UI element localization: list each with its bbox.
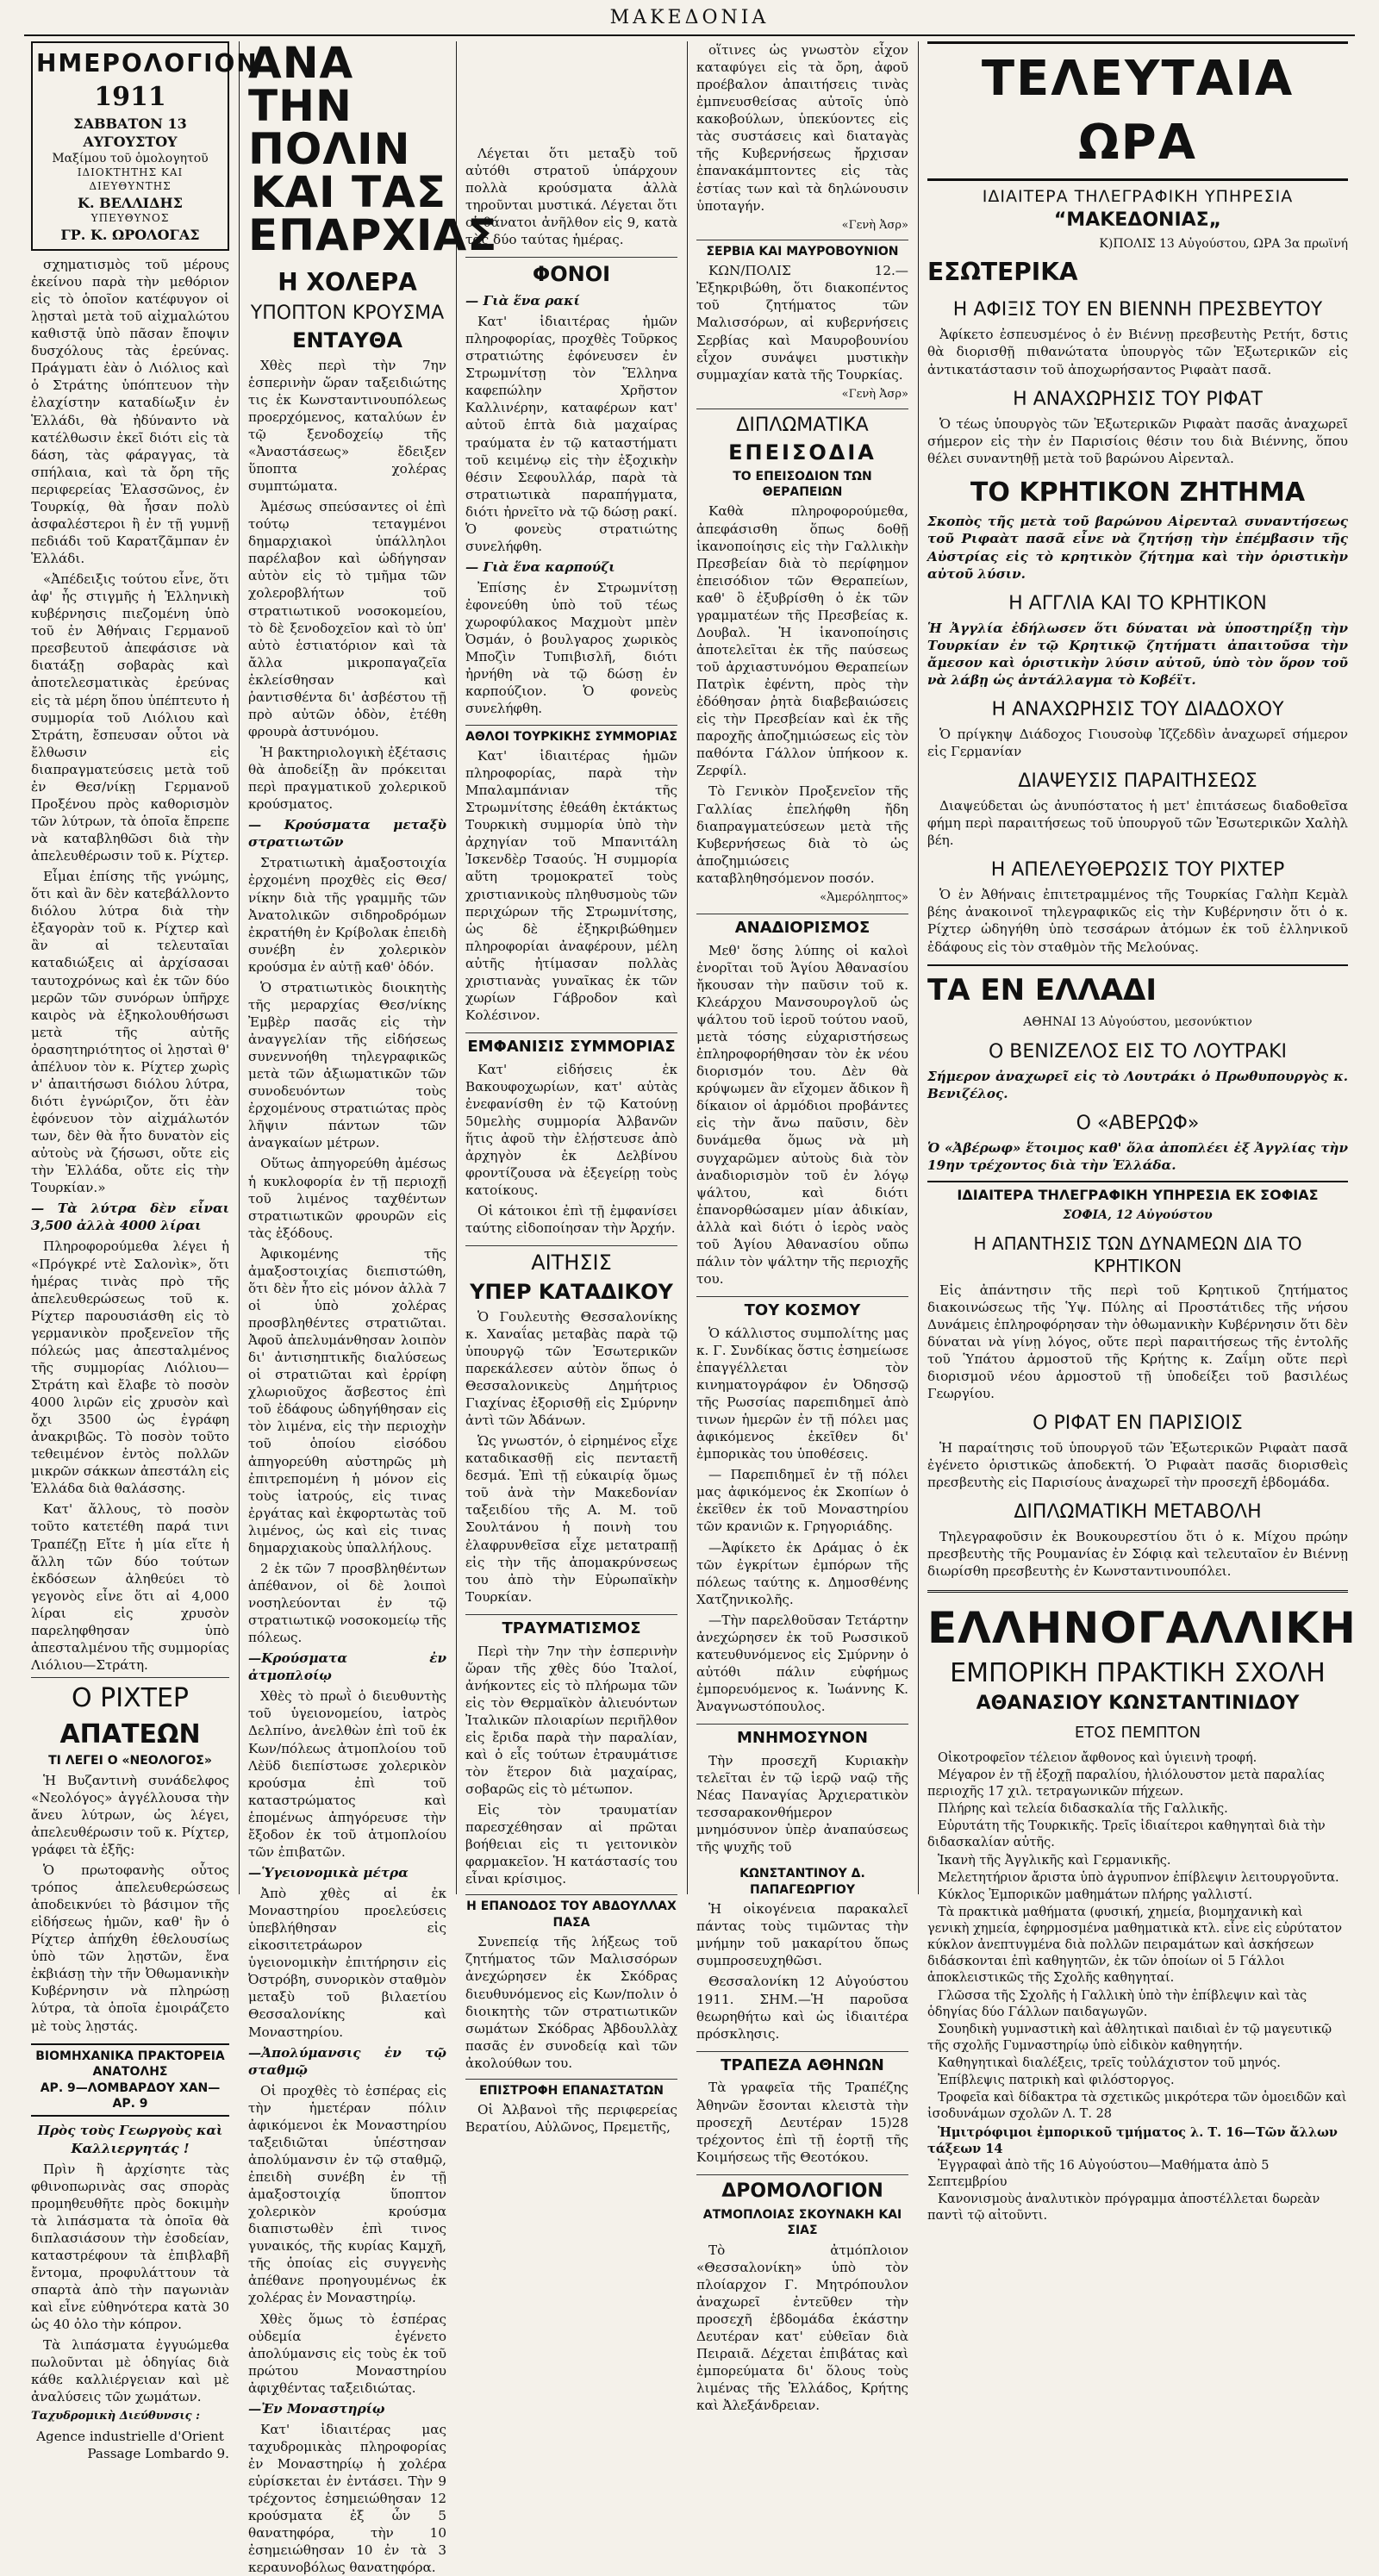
- calendar-title: ΗΜΕΡΟΛΟΓΙΟΝ: [36, 49, 259, 78]
- column-rule: [456, 41, 457, 1894]
- news-paragraph: Ἡ παραίτησις τοῦ ὑπουργοῦ τῶν Ἐξωτερικῶν Ριφαὰτ πασᾶ ἐγένετο ὁριστικῶς ἀποδεκτή. Ὁ Ριφαὰτ πασᾶς διορισθεὶς πρεσβευτὴς εἰς Παρισίους ἀναχωρεῖ τὴν προσεχῆ ἑβδομάδα.: [927, 1440, 1348, 1491]
- article-paragraph: Κατ' ἰδιαιτέρας μας ταχυδρομικὰς πληροφορίας ἐν Μοναστηρίῳ ἡ χολέρα εὑρίσκεται ἐν ἐντάσει. Τὴν 9 τρέχοντος ἐσημειώθησαν 12 κρούσματα ἐξ ὧν 5 θανατηφόρα, τὴν 10 ἐσημειώθησαν 10 ἐν τὰ 3 κεραυνοβόλως θανατηφόρα.: [248, 2421, 446, 2576]
- ad-line: Πλήρης καὶ τελεία διδασκαλία τῆς Γαλλικῆς.: [938, 1802, 1228, 1817]
- article-source: «Γενὴ Ἀσρ»: [841, 218, 908, 232]
- news-headline: Η ΑΝΑΧΩΡΗΣΙΣ ΤΟΥ ΔΙΑΔΟΧΟΥ: [991, 698, 1284, 720]
- column-rule: [687, 41, 688, 1894]
- article-title: ΑΙΤΗΣΙΣ: [465, 1245, 677, 1277]
- article-paragraph: Πληροφορούμεθα λέγει ἡ «Πρόγκρέ ντὲ Σαλονὶκ», ὅτι ἡμέρας τινὰς πρὸ τῆς ἀπελευθερώσεως τοῦ κ. Ρίχτερ παρουσιάσθη εἰς τὸ γερμανικὸν προξενεῖον τῆς πόλεώς μας ἀπεσταλμένος τῆς συμμορίας Λιόλιου—Στράτη καὶ ἔλαβε τὸ ποσὸν 4000 λιρῶν εἰς χρυσὸν καὶ ὄχι 3500 ὡς ἐγράφη ἀνακριβῶς. Τὸ ποσὸν τοῦτο τεθειμένον ἐντὸς πολλῶν μικρῶν σάκκων ἀπεστάλη εἰς Ἑλλάδα διὰ θαλάσσης.: [31, 1238, 229, 1497]
- ad-subtitle: ΕΜΠΟΡΙΚΗ ΠΡΑΚΤΙΚΗ ΣΧΟΛΗ: [950, 1658, 1326, 1689]
- section-title-line: ΚΑΙ ΤΑΣ ΕΠΑΡΧΙΑΣ: [248, 167, 498, 260]
- news-paragraph: Τηλεγραφοῦσιν ἐκ Βουκουρεστίου ὅτι ὁ κ. Μίχου πρώην πρεσβευτὴς τῆς Ρουμανίας ἐν Σόφιᾳ καὶ τελευταῖον ἐν Βιέννῃ διωρίσθη πρεσβευτὴς ἐν Κωνσταντινουπόλει.: [927, 1529, 1348, 1580]
- calendar-date: ΣΑΒΒΑΤΟΝ 13 ΑΥΓΟΥΣΤΟΥ: [73, 115, 187, 150]
- ad-paragraph: Πρὶν ἢ ἀρχίσητε τὰς φθινοπωρινὰς σας σπορὰς προμηθευθῆτε πρὸς δοκιμὴν τὰ λιπάσματα τὰ ὁποῖα θὰ διπλασιάσουν τὴν ἐσοδείαν, καταστρέφουν τὰ ἐπιβλαβῆ ἔντομα, προφυλάττουν τὰ σπαρτὰ ἀπὸ τὴν παγωνιὰν καὶ εἶνε εὐθηνότερα κατὰ 30 ὡς 40 ὀλο τὴν κόπρον.: [31, 2161, 229, 2333]
- news-paragraph: Σκοπὸς τῆς μετὰ τοῦ βαρώνου Αἰρενταλ συναντήσεως τοῦ Ριφαὰτ πασᾶ εἶνε νὰ ζητήσῃ τὴν ἐπέμβασιν τῆς Αὐστρίας εἰς τὸ κρητικὸν ζήτημα καὶ τὴν ὁριστικὴν αὐτοῦ λύσιν.: [927, 514, 1348, 582]
- article-subhead: — Τὰ λύτρα δὲν εἶναι 3,500 ἀλλὰ 4000 λίραι: [31, 1201, 229, 1234]
- article-paragraph: 2 ἐκ τῶν 7 προσβληθέντων ἀπέθανον, οἱ δὲ λοιποὶ νοσηλεύονται ἐν τῷ στρατιωτικῷ νοσοκομείῳ τῆς πόλεως.: [248, 1560, 446, 1646]
- article-subhead: —Ἐν Μοναστηρίῳ: [248, 2400, 385, 2417]
- article-paragraph: Εἰς τὸν τραυματίαν παρεσχέθησαν αἱ πρῶται βοήθειαι εἰς τι γειτονικὸν φαρμακεῖον. Ἡ κατάστασίς του εἶναι κρίσιμος.: [465, 1802, 677, 1887]
- column-rule: [239, 41, 240, 1894]
- article-title: ΥΠΕΡ ΚΑΤΑΔΙΚΟΥ: [470, 1280, 673, 1305]
- article-subhead: —Κρούσματα ἐν ἀτμοπλοίῳ: [248, 1650, 446, 1684]
- column-5: [920, 41, 1357, 2224]
- section-title: [248, 38, 498, 260]
- article-subtitle: ΤΙ ΛΕΓΕΙ Ο «ΝΕΟΛΟΓΟΣ»: [48, 1754, 212, 1768]
- owner-label: ΙΔΙΟΚΤΗΤΗΣ ΚΑΙ ΔΙΕΥΘΥΝΤΗΣ: [77, 166, 184, 193]
- article-subtitle: ΤΟ ΕΠΕΙΣΟΔΙΟΝ ΤΩΝ ΘΕΡΑΠΕΙΩΝ: [733, 469, 872, 500]
- ad-title: ΕΛΛΗΝΟΓΑΛΛΙΚΗ: [927, 1603, 1357, 1654]
- article-subtitle: ΕΝΤΑΥΘΑ: [292, 327, 402, 352]
- article-title: ΑΠΑΤΕΩΝ: [59, 1718, 201, 1750]
- news-headline: Η ΑΦΙΞΙΣ ΤΟΥ ΕΝ ΒΙΕΝΝΗ ΠΡΕΣΒΕΥΤΟΥ: [952, 299, 1323, 321]
- ad-audience: Πρὸς τοὺς Γεωργοὺς καὶ Καλλιεργητάς !: [37, 2123, 223, 2156]
- calendar-year: 1911: [94, 81, 166, 112]
- ad-line: Μελετητήριον ἄριστα ὑπὸ ἀγρυπνον ἐπίβλεψιν λειτουργοῦντα.: [938, 1870, 1339, 1885]
- news-headline: ΔΙΠΛΩΜΑΤΙΚΗ ΜΕΤΑΒΟΛΗ: [1014, 1501, 1262, 1524]
- top-rule: [24, 34, 1355, 36]
- article-paragraph: «Ἀπέδειξις τούτου εἶνε, ὅτι ἀφ' ἧς στιγμῆς ἡ Ἑλληνικὴ κυβέρνησις πιεζομένη ὑπὸ τοῦ ἐν Ἀθήναις Γερμανοῦ πρεσβευτοῦ ἀπεφάσισε νὰ διατάξῃ σοβαρὰς καὶ ἀποτελεσματικὰς ἐρεύνας εἰς τὰ μέρη ὅπου ὑπέπτευτο ἡ συμμορία τοῦ Λιόλιου καὶ Στράτη, ἔσπευσαν οὗτοι νὰ ἔλθωσιν εἰς διαπραγματεύσεις μετὰ τοῦ ἐν Θεσ/νίκῃ Γερμανοῦ Προξένου πρὸς καθορισμὸν τῶν λύτρων, τὰ ὁποῖα ἔπρεπε νὰ καταβληθῶσι διὰ τὴν ἀπελευθέρωσιν τοῦ κ. Ρίχτερ.: [31, 571, 229, 864]
- news-paragraph: Ὁ ἐν Ἀθήναις ἐπιτετραμμένος τῆς Τουρκίας Γαλὴπ Κεμὰλ βέης ἀνακοινοῖ τηλεγραφικῶς εἰς τὴν Κυβέρνησιν ὅτι ὁ κ. Ρίχτερ ὡδηγήθη ὑπὸ τεσσάρων ἀτόμων ἐκ τοῦ ἑλληνικοῦ ἐδάφους εἰς τὸν σταθμὸν τῆς Μελούνας.: [927, 887, 1348, 955]
- article-paragraph: — Παρεπιδημεῖ ἐν τῇ πόλει μας ἀφικόμενος ἐκ Σκοπίων ὁ ἐκεῖθεν ἐκ τοῦ Μοναστηρίου τῶν κρανιῶν κ. Γρηγοριάδης.: [696, 1467, 908, 1535]
- article-paragraph: Ἡ οἰκογένεια παρακαλεῖ πάντας τοὺς τιμῶντας τὴν μνήμην τοῦ μακαρίτου ὅπως συμπροσευχηθῶσι.: [696, 1901, 908, 1969]
- article-paragraph: Χθὲς περὶ τὴν 7ην ἑσπερινὴν ὥραν ταξειδιώτης τις ἐκ Κωνσταντινουπόλεως προερχόμενος, καταλύων ἐν τῷ ξενοδοχείῳ τῆς «Ἀναστάσεως» ἔδειξεν ὕποπτα χολέρας συμπτώματα.: [248, 357, 446, 495]
- article-paragraph: Ὁ Γουλευτὴς Θεσσαλονίκης κ. Χαναΐας μεταβὰς παρὰ τῷ ὑπουργῷ τῶν Ἐσωτερικῶν παρεκάλεσεν αὐτὸν ὅπως ὁ Θεσσαλονικεὺς Δημήτριος Γιαχίνας ἐξορισθῇ εἰς Σμύρνην ἀντὶ τῶν Ἀδάνων.: [465, 1308, 677, 1429]
- ad-year: ΕΤΟΣ ΠΕΜΠΤΟΝ: [1074, 1724, 1201, 1743]
- article-paragraph: Χθὲς τὸ πρωῒ ὁ διευθυντὴς τοῦ ὑγειονομείου, ἰατρὸς Δελπίνο, ἀνελθὼν ἐπὶ τοῦ ἐκ Κων/πόλεως ἀτμοπλοίου τοῦ Λὲϋδ διεπίστωσε χολερικὸν κρούσμα ἐπὶ τοῦ καταστρώματος καὶ ἑπομένως ἀπηγόρευσε τὴν ἔξοδον ἐκ τοῦ ἀτμοπλοίου τῶν ἐπιβατῶν.: [248, 1688, 446, 1860]
- calendar-box: [31, 41, 259, 251]
- news-headline: ΔΙΑΨΕΥΣΙΣ ΠΑΡΑΙΤΗΣΕΩΣ: [1018, 770, 1257, 793]
- ad-header: [31, 2043, 229, 2118]
- section-heading: ΕΣΩΤΕΡΙΚΑ: [927, 258, 1078, 287]
- article-paragraph: Εἶμαι ἐπίσης τῆς γνώμης, ὅτι καὶ ἂν δὲν κατεβάλλοντο διόλου λύτρα διὰ τὴν ἐξαγορὰν τοῦ κ. Ρίχτερ καὶ ἂν αἱ τελευταῖαι καταδιώξεις αἱ ἀρχίσασαι ταυτοχρόνως καὶ ἐκ τῶν δύο μερῶν τῶν συνόρων ὑπῆρχε καιρὸς νὰ ἐξηκολουθήσωσι μετὰ τῆς αὐτῆς ὀρασητηριότητος οἱ λῃσταὶ θ' ἀπέλυον τὸν κ. Ρίχτερ χωρὶς ν' ἀπαιτήσωσι διόλου λύτρα, διότι ἐγνώριζον, ὅτι ἐὰν ἐφόνευον τὸν αἰχμάλωτόν των, δὲν θὰ ἦτο δυνατὸν εἰς αὐτοὺς νὰ ζήσωσι, οὔτε εἰς τὴν Ἑλλάδα, οὔτε εἰς τὴν Τουρκίαν.»: [31, 869, 229, 1196]
- article-paragraph: Κατ' εἰδήσεις ἐκ Βακουφοχωρίων, κατ' αὐτὰς ἐνεφανίσθη ἐν τῷ Κατούνῃ 50μελὴς συμμορία Ἀλβανῶν ἥτις ἀφοῦ τὴν ἐλῄστευσε ἀπὸ ἀρχηγὸν ἐκ Δελβίνου φροντίζουσα νὰ ἐξεγείρῃ τοὺς κατοίκους.: [465, 1061, 677, 1199]
- article-title: ΤΡΑΥΜΑΤΙΣΜΟΣ: [465, 1614, 677, 1639]
- ad-line: Γλῶσσα τῆς Σχολῆς ἡ Γαλλικὴ ὑπὸ τὴν ἐπίβλεψιν καὶ τὰς ὁδηγίας δύο Γάλλων παιδαγωγῶν.: [927, 1988, 1307, 2019]
- news-headline: Η ΑΓΓΛΙΑ ΚΑΙ ΤΟ ΚΡΗΤΙΚΟΝ: [1008, 592, 1267, 614]
- news-headline: Ο ΡΙΦΑΤ ΕΝ ΠΑΡΙΣΙΟΙΣ: [1033, 1413, 1243, 1435]
- article-subhead: — Κρούσματα μεταξὺ στρατιωτῶν: [248, 817, 446, 851]
- owner-name: Κ. ΒΕΛΛΙΔΗΣ: [78, 194, 183, 211]
- ad-footer: Κανονισμοὺς ἀναλυτικὸν πρόγραμμα ἀποστέλλεται δωρεὰν παντὶ τῷ αἰτοῦντι.: [927, 2192, 1320, 2224]
- ad-footer: Ἡμιτρόφιμοι ἐμπορικοῦ τμήματος λ. Τ. 16—Τῶν ἄλλων τάξεων 14: [927, 2124, 1338, 2156]
- news-headline: Ο «ΑΒΕΡΩΦ»: [1076, 1113, 1200, 1135]
- article-paragraph: Ἡ βακτηριολογικὴ ἐξέτασις θὰ ἀποδείξῃ ἂν πρόκειται περὶ πραγματικοῦ χολερικοῦ κρούσματος.: [248, 745, 446, 813]
- article-paragraph: Λέγεται ὅτι μεταξὺ τοῦ αὐτόθι στρατοῦ ὑπάρχουν πολλὰ κρούσματα ἀλλὰ τηροῦνται μυστικά. Λέγεται ὅτι οἱ θάνατοι ἀνῆλθον εἰς 9, κατὰ τὰς δύο ταύτας ἡμέρας.: [465, 146, 677, 248]
- late-news-subtitle: ΙΔΙΑΙΤΕΡΑ ΤΗΛΕΓΡΑΦΙΚΗ ΥΠΗΡΕΣΙΑ: [982, 186, 1294, 206]
- article-title: ΑΝΑΔΙΟΡΙΣΜΟΣ: [696, 914, 908, 939]
- news-paragraph: Ὁ τέως ὑπουργὸς τῶν Ἐξωτερικῶν Ριφαὰτ πασᾶς ἀναχωρεῖ σήμερον εἰς τὴν ἐν Παρισίοις θέσιν του διὰ Βιέννης, ὅπου θέλει συναντηθῇ μετὰ τοῦ βαρώνου Αἰρενταλ.: [927, 415, 1348, 466]
- article-subhead: —Ἀπολύμανσις ἐν τῷ σταθμῷ: [248, 2044, 446, 2078]
- late-news-subtitle: “ΜΑΚΕΔΟΝΙΑΣ„: [1053, 209, 1222, 231]
- ad-subtitle: ΑΡ. 9—ΛΟΜΒΑΡΔΟΥ ΧΑΝ—ΑΡ. 9: [40, 2080, 221, 2111]
- section-heading: ΙΔΙΑΙΤΕΡΑ ΤΗΛΕΓΡΑΦΙΚΗ ΥΠΗΡΕΣΙΑ ΕΚ ΣΟΦΙΑΣ: [927, 1181, 1348, 1204]
- article-title: ΕΠΙΣΤΡΟΦΗ ΕΠΑΝΑΣΤΑΤΩΝ: [465, 2079, 677, 2099]
- column-4: [690, 41, 915, 2414]
- news-headline: ΤΟ ΚΡΗΤΙΚΟΝ ΖΗΤΗΜΑ: [970, 477, 1306, 508]
- article-subhead: — Γιὰ ἕνα καρπούζι: [465, 558, 615, 575]
- editor-name: ΓΡ. Κ. ΩΡΟΛΟΓΑΣ: [60, 226, 200, 243]
- article-paragraph: Ὁ πρωτοφανὴς οὗτος τρόπος ἀπελευθερώσεως ἀποδεικνύει τὸ βάσιμον τῆς εἰδήσεως ἡμῶν, καθ' ἣν ὁ Ρίχτερ ἀπήχθη ἐθελουσίως ὑπὸ τῶν λῃστῶν, ἕνα ἐκβιάσῃ τὴν τῆν Ὀθωμανικὴν Κυβέρνησιν νὰ πληρώσῃ λύτρα, τὰ ὁποῖα ἐμοιράζετο μὲ τοὺς λῃστάς.: [31, 1862, 229, 2034]
- ad-footer: Ἐγγραφαὶ ἀπὸ τῆς 16 Αὐγούστου—Μαθήματα ἀπὸ 5 Σεπτεμβρίου: [927, 2158, 1270, 2189]
- article-title: ΕΠΕΙΣΟΔΙΑ: [728, 440, 877, 465]
- news-paragraph: Διαψεύδεται ὡς ἀνυπόστατος ἡ μετ' ἐπιτάσεως διαδοθεῖσα φήμη περὶ παραιτήσεως τοῦ ὑπουργοῦ τῶν Ἐσωτερικῶν Χαλὴλ βέη.: [927, 798, 1348, 849]
- ad-line: Οἰκοτροφεῖον τέλειον ἄφθονος καὶ ὑγιεινὴ τροφή.: [938, 1750, 1257, 1765]
- article-title: ΜΝΗΜΟΣΥΝΟΝ: [696, 1724, 908, 1749]
- ad-line: Καθηγητικαὶ διαλέξεις, τρεῖς τοὐλάχιστον τοῦ μηνός.: [938, 2056, 1281, 2071]
- article-paragraph: Οἱ κάτοικοι ἐπὶ τῇ ἐμφανίσει ταύτης εἰδοποίησαν τὴν Ἀρχήν.: [465, 1203, 677, 1237]
- column-2: [241, 38, 498, 2576]
- article-paragraph: Οἱ προχθὲς τὸ ἑσπέρας εἰς τὴν ἡμετέραν πόλιν ἀφικόμενοι ἐκ Μοναστηρίου ταξειδιῶται ὑπέστησαν ἀπολύμανσιν ἐν τῷ σταθμῷ, ἐπειδὴ συνέβη ἐν τῇ ἀμαξοστοιχίᾳ ὕποπτον χολερικὸν κρούσμα διαπιστωθὲν ἐπὶ τινος γυναικός, τῆς κυρίας Καμχῆ, τῆς ὁποίας εἰς συγγενὴς ἀπέθανε προηγουμένως ἐκ χολέρας ἐν Μοναστηρίῳ.: [248, 2082, 446, 2306]
- section-heading: ΤΑ ΕΝ ΕΛΛΑΔΙ: [927, 964, 1348, 1010]
- article-paragraph: Οἱ Ἀλβανοὶ τῆς περιφερείας Βερατίου, Αὐλῶνος, Πρεμετῆς,: [465, 2102, 677, 2136]
- ad-title: ΒΙΟΜΗΧΑΝΙΚΑ ΠΡΑΚΤΟΡΕΙΑ ΑΝΑΤΟΛΗΣ: [35, 2049, 225, 2080]
- article-title: Η ΕΠΑΝΟΔΟΣ ΤΟΥ ΑΒΔΟΥΛΛΑΧ ΠΑΣΑ: [465, 1894, 677, 1930]
- article-paragraph: Τὴν προσεχῆ Κυριακὴν τελεῖται ἐν τῷ ἱερῷ ναῷ τῆς Νέας Παναγίας Ἀρχιερατικὸν τεσσαρακονθήμερον μνημόσυνον ὑπὲρ ἀναπαύσεως τῆς ψυχῆς τοῦ: [696, 1752, 908, 1856]
- article-title: ΤΡΑΠΕΖΑ ΑΘΗΝΩΝ: [696, 2051, 908, 2076]
- news-paragraph: Εἰς ἀπάντησιν τῆς περὶ τοῦ Κρητικοῦ ζητήματος διακοινώσεως τῆς Ὑψ. Πύλης αἱ Προστάτιδες τῆς νήσου Δυνάμεις ἐπληροφόρησαν τὴν ὀθωμανικὴν Κυβέρνησιν ὅτι δὲν δύναται νὰ γίνῃ λόγος, οὔτε περὶ παραιτήσεως τῆς ἐντολῆς τοῦ Ὑπάτου ἁρμοστοῦ τῆς Κρήτης κ. Ζαΐμη οὔτε περὶ διορισμοῦ νέου ἁρμοστοῦ τῇ ὑποδείξει τοῦ βασιλέως Γεωργίου.: [927, 1282, 1348, 1401]
- article-title: Η ΧΟΛΕΡΑ: [278, 268, 417, 296]
- ad-address-line: Passage Lombardo 9.: [87, 2445, 229, 2461]
- article-paragraph: Ἡ Βυζαντινὴ συνάδελφος «Νεολόγος» ἀγγέλλουσα τὴν ἄνευ λύτρων, ὡς λέγει, ἀπελευθέρωσιν τοῦ κ. Ρίχτερ, γράφει τὰ ἑξῆς:: [31, 1772, 229, 1857]
- article-subhead: — Γιὰ ἕνα ρακί: [465, 293, 580, 309]
- news-headline: Η ΑΠΑΝΤΗΣΙΣ ΤΩΝ ΔΥΝΑΜΕΩΝ ΔΙΑ ΤΟ ΚΡΗΤΙΚΟΝ: [973, 1232, 1302, 1277]
- article-source: «Γενὴ Ἀσρ»: [841, 387, 908, 401]
- article-paragraph: —Τὴν παρελθοῦσαν Τετάρτην ἀνεχώρησεν ἐκ τοῦ Ρωσσικοῦ κατευθυνόμενος εἰς Σμύρνην ὁ αὐτόθι πάλιν εὐφήμως ἐμπορευόμενος κ. Ἰωάννης Κ. Ἀναγνωστόπουλος.: [696, 1612, 908, 1715]
- ad-line: Τὰ πρακτικὰ μαθήματα (φυσική, χημεία, βιομηχανικὴ καὶ γενικὴ χημεία, ἐφηρμοσμένα μαθηματικὰ κτλ. εἶνε εἰς εὐρύτατον κύκλον ἀνεπτυγμένα διὰ πολλῶν πειραμάτων καὶ ἀσκήσεων διδάσκονται ἐπὶ καθηγητῶν, ἐκ τῶν ὁποίων οἱ 5 Γάλλοι ἀποκλειστικῶς τῆς Σχολῆς καθηγηταί.: [927, 1905, 1343, 1986]
- article-title: ΣΕΡΒΙΑ ΚΑΙ ΜΑΥΡΟΒΟΥΝΙΟΝ: [696, 240, 908, 259]
- article-subhead: —Ὑγειονομικὰ μέτρα: [248, 1864, 409, 1881]
- article-source: «Ἀμερόληπτος»: [820, 890, 908, 904]
- article-paragraph: σχηματισμὸς τοῦ μέρους ἐκείνου παρὰ τὴν μεθόριον εἰς τὸ ὁποῖον κατέφυγον οἱ λῃσταὶ μετὰ τοῦ αἰχμαλώτου καθιστᾷ ὑπὸ πᾶσαν ἔποψιν δυσχόλους τὰς ἐρεύνας. Πράγματι ἐὰν ὁ Λιόλιος καὶ ὁ Στράτης ὑπόπτευον τὴν ἐλαχίστην καταδίωξιν ἐν Ἑλλάδι, θὰ ἠδύναντο νὰ κατέλθωσιν ἐκεῖ διότι εἰς τὰ δάση, τὰς φάραγγας, τὰ σπήλαια, καὶ τὰ ὄρη τῆς περιφερείας Ἐλασσῶνος, ἐν Τουρκίᾳ, θὰ ἦσαν πολὺ ἀσφαλέστεροι ἢ ἐν τῇ γυμνῇ πεδιάδι τοῦ Καρατζᾶμπαν ἐν Ἑλλάδι.: [31, 256, 229, 566]
- article-paragraph: Ἐπίσης ἐν Στρωμνίτσῃ ἐφονεύθη ὑπὸ τοῦ τέως χωροφύλακος Μαχμοὺτ μπὲν Ὀσμάν, ὁ βουλγαρος χωρικὸς Μποζὶν Τυπιβισλῆ, διότι ἠρνήθη νὰ τῷ δώσῃ ἐν καρπούζιον. Ὁ φονεὺς συνελήφθη.: [465, 580, 677, 717]
- article-paragraph: Ὁ στρατιωτικὸς διοικητὴς τῆς μεραρχίας Θεσ/νίκης Ἐμβὲρ πασᾶς εἰς τὴν ἀναγγελίαν τῆς εἰδήσεως συνεννοήθη τηλεγραφικῶς μετὰ τῶν ἀξιωματικῶν τῶν συνοδευόντων τοὺς ἐρχομένους στρατιώτας πρὸς λῆψιν πάντων τῶν ἀναγκαίων μέτρων.: [248, 979, 446, 1151]
- article-title: ΑΘΛΟΙ ΤΟΥΡΚΙΚΗΣ ΣΥΜΜΟΡΙΑΣ: [465, 725, 677, 745]
- article-paragraph: Κατ' ἰδιαιτέρας ἡμῶν πληροφορίας, προχθὲς Τοῦρκος στρατιώτης ἐφόνευσεν ἐν Στρωμνίτσῃ τὸν Ἕλληνα καφεπώλην Χρῆστον Καλλινέρην, καταφέρων κατ' αὐτοῦ ἑπτὰ διὰ μαχαίρας τραύματα ἐν τῷ καταστήματι τοῦ κειμένῳ εἰς τὴν ἐξοχικὴν θέσιν Σεφουλλάρ, παρὰ τὰ στρατιωτικὰ παραπήγματα, διότι ἠρνεῖτο νὰ τῷ δώσῃ ρακί. Ὁ φονεὺς στρατιώτης συνελήφθη.: [465, 314, 677, 554]
- news-paragraph: Ὁ πρίγκηψ Διάδοχος Γιουσοὺφ Ἰζζεδδὶν ἀναχωρεῖ σήμερον εἰς Γερμανίαν: [927, 726, 1348, 759]
- memorial-name: ΚΩΝΣΤΑΝΤΙΝΟΥ Δ. ΠΑΠΑΓΕΩΡΓΙΟΥ: [739, 1867, 865, 1897]
- article-paragraph: Καθὰ πληροφορούμεθα, ἀπεφάσισθη ὅπως δοθῇ ἱκανοποίησις εἰς τὴν Γαλλικὴν Πρεσβείαν διὰ τὸ περίφημον ἐπεισόδιον τῶν Θεραπείων, καθ' ὃ ἐξυβρίσθη ὁ ἐκ τῶν γραμματέων τῆς Πρεσβείας κ. Δουβαλ. Ἡ ἱκανοποίησις ἀποτελεῖται ἐκ τῆς παύσεως τοῦ ἀρχιαστυνόμου Θεραπείων Πατρὶκ ἐφέντη, πρὸς τὴν ἐδόθησαν ῥητὰ διαβεβαιώσεις εἰς τὴν Πρεσβείαν καὶ ἐκ τῆς παροχῆς ἀποζημιώσεως εἰς τὸν παθόντα Γάλλον ὑπήκοον κ. Ζερφίλ.: [696, 503, 908, 779]
- ad-line: Ἐπίβλεψις πατρικὴ καὶ φιλόστοργος.: [938, 2074, 1175, 2088]
- dateline: Κ)ΠΟΛΙΣ 13 Αὐγούστου, ΩΡΑ 3α πρωϊνή: [1099, 236, 1348, 251]
- column-rule: [918, 41, 919, 1894]
- article-paragraph: Κατ' ἰδιαιτέρας ἡμῶν πληροφορίας, παρὰ τὴν Μπαλαμπάνιαν τῆς Στρωμνίτσης ἐθεάθη ἐκτάκτως Τουρκικὴ συμμορία ὑπὸ τὴν ἀρχηγίαν τοῦ Μπανιτάλη Ἰσκενδὲρ Τσαούς. Ἡ συμμορία αὕτη τρομοκρατεῖ τοὺς χριστιανικοὺς πληθυσμοὺς τῶν περιχώρων τῆς Στρωμνίτσης, ὡς δὲ ἐξηκριβώθημεν πληροφορίαι ἀναφέρουν, μέλη αὐτῆς ἠτίμασαν πολλὰς χριστιανὰς γυναῖκας ἐκ τῶν χωρίων Γάβροδον καὶ Κολέσινον.: [465, 748, 677, 1023]
- article-title: Ο ΡΙΧΤΕΡ: [31, 1677, 229, 1716]
- article-paragraph: Συνεπείᾳ τῆς λήξεως τοῦ ζητήματος τῶν Μαλισσόρων ἀνεχώρησεν ἐκ Σκόδρας διευθυνόμενος εἰς Κων/πολιν ὁ διοικητὴς τῶν στρατιωτικῶν σωμάτων Σκόδρας Ἀβδουλλὰχ πασᾶς ἐν συνοδείᾳ καὶ τῶν ἀκολούθων του.: [465, 1934, 677, 2071]
- calendar-saint: Μαξίμου τοῦ ὁμολογητοῦ: [52, 151, 209, 165]
- late-news-title: ΤΕΛΕΥΤΑΙΑ ΩΡΑ: [927, 41, 1348, 181]
- article-title: ΤΟΥ ΚΟΣΜΟΥ: [696, 1296, 908, 1321]
- article-title: ΔΡΟΜΟΛΟΓΙΟΝ: [696, 2174, 908, 2204]
- article-paragraph: Κατ' ἄλλους, τὸ ποσὸν τοῦτο κατετέθη παρά τινι Τραπέζῃ Εἴτε ἡ μία εἴτε ἡ ἄλλη τῶν δύο τούτων ἐκδόσεων ἀληθεύει τὸ γεγονὸς εἶνε ὅτι αἱ 4,000 λίραι εἰς χρυσὸν παρεληφθησαν ὑπὸ ἀπεσταλμένου τῆς συμμορίας Λιόλιου—Στράτη.: [31, 1501, 229, 1673]
- news-headline: Ο ΒΕΝΙΖΕΛΟΣ ΕΙΣ ΤΟ ΛΟΥΤΡΑΚΙ: [989, 1040, 1287, 1063]
- ad-line: Σουηδικὴ γυμναστικὴ καὶ ἀθλητικαὶ παιδιαὶ ἐν τῷ μαγευτικῷ τῆς σχολῆς Γυμναστηρίῳ ὑπὸ εἰδικὸν καθηγητήν.: [927, 2022, 1332, 2053]
- masthead: ΜΑΚΕΔΟΝΙΑ: [609, 7, 770, 28]
- column-3: [459, 41, 684, 2136]
- news-paragraph: Ὁ «Ἀβέρωφ» ἕτοιμος καθ' ὅλα ἀποπλέει ἐξ Ἀγγλίας τὴν 19ην τρέχοντος διὰ τὴν Ἑλλάδα.: [927, 1140, 1348, 1174]
- article-paragraph: ΚΩΝ/ΠΟΛΙΣ 12.—Ἐξηκριβώθη, ὅτι διακοπέντος τοῦ ζητήματος τῶν Μαλισσόρων, αἱ κυβερνήσεις Σερβίας καὶ Μαυροβουνίου εἶχον συνάψει μυστικὴν συμμαχίαν κατὰ τῆς Τουρκίας.: [696, 263, 908, 383]
- article-paragraph: οἵτινες ὡς γνωστὸν εἶχον καταφύγει εἰς τὰ ὄρη, ἀφοῦ προέβαλον ἀπαιτήσεις τινὰς ἐμπνευσθείσας αὐτοῖς ὑπὸ κακοβούλων, ὑπεκύοντες εἰς τὰς συστάσεις καὶ διαταγὰς τῆς Κυβερνήσεως ἤρχισαν ἐπανακάμπτοντες εἰς τὰς ἑστίας των καὶ τὰ δηλώνουσιν ὑποταγήν.: [696, 42, 908, 214]
- article-paragraph: Περὶ τὴν 7ην τὴν ἑσπερινὴν ὥραν τῆς χθὲς δύο Ἰταλοί, ἀνήκοντες εἰς τὸ πλήρωμα τῶν εἰς τὸν Θερμαϊκὸν ἀλιευόντων Ἰταλικῶν πλοιαρίων περιῆλθον εἰς ἔριδα παρὰ τὴν παραλίαν, καὶ ὁ εἷς τούτων ἐτραυμάτισε τὸν ἕτερον διὰ μαχαίρας, σοβαρῶς εἰς τὸ μέτωπον.: [465, 1643, 677, 1798]
- ad-address-line: Agence industrielle d'Orient: [36, 2428, 224, 2444]
- article-paragraph: Μεθ' ὅσης λύπης οἱ καλοὶ ἐνορῖται τοῦ Ἁγίου Ἀθανασίου ἤκουσαν τὴν παῦσιν τοῦ κ. Κλεάρχου Μανσουρογλοῦ ὡς ψάλτου τοῦ ἱεροῦ τούτου ναοῦ, μετὰ τόσης εὐχαριστήσεως ἐπληροφορήθησαν τὸν ἐκ νέου διορισμόν του. Δὲν θὰ κρύψωμεν ἂν εἴχομεν ἄδικον ἢ δίκαιον οἱ ἁρμόδιοι προβάντες εἰς τὴν ἄνω παῦσιν, δὲν δυνάμεθα ὅμως νὰ μὴ συγχαρῶμεν αὐτοὺς διὰ τὸν ἀναδιορισμὸν τοῦ ἐν λόγῳ ψάλτου, καὶ διότι ἐπανορθώσαμεν μίαν ἀδικίαν, ἀλλὰ καὶ διότι ὁ ἱερὸς ναὸς τοῦ Ἁγίου Ἀθανασίου οὔπω πάλιν τὸν ψάλτην τῆς περιοχῆς του.: [696, 942, 908, 1287]
- ad-line: Κύκλος Ἐμπορικῶν μαθημάτων πλήρης γαλλιστί.: [938, 1887, 1253, 1902]
- article-title: ΕΜΦΑΝΙΣΙΣ ΣΥΜΜΟΡΙΑΣ: [465, 1032, 677, 1057]
- ad-line: Τροφεῖα καὶ δίδακτρα τὰ σχετικῶς μικρότερα τῶν ὁμοειδῶν καὶ ἰσοδυνάμων σχολῶν Λ. Τ. 28: [927, 2091, 1347, 2122]
- article-paragraph: Ἀφικομένης τῆς ἀμαξοστοιχίας διεπιστώθη, ὅτι δὲν ἦτο εἰς μόνον ἀλλὰ 7 οἱ ὑπὸ χολέρας προσβληθέντες στρατιῶται. Ἀφοῦ ἀπελυμάνθησαν λοιπὸν δι' ἀντισηπτικῆς διαλύσεως οἱ στρατιῶται καὶ ἐρρίφη χλωριοῦχος ἄσβεστος ἐπὶ τοῦ ἐδάφους ὡδηγήθησαν εἰς τὸν λιμένα, εἰς τὴν περιοχὴν τοῦ ὁποίου εἰσόδου ἀπηγορεύθη αὐστηρῶς μὴ ἐπιτρεπομένη ἡ μόνον εἰς τοὺς ἰατρούς, εἰς τινας ἐργάτας καὶ ἐκφορτωτὰς τοῦ λιμένος, ὡς καὶ εἰς τινας δημαρχιακοὺς ὑπαλλήλους.: [248, 1245, 446, 1556]
- article-paragraph: Τὰ γραφεῖα τῆς Τραπέζης Ἀθηνῶν ἔσονται κλειστὰ τὴν προσεχῆ Δευτέραν 15)28 τρέχοντος ἐπὶ τῇ ἑορτῇ τῆς Κοιμήσεως τῆς Θεοτόκου.: [696, 2080, 908, 2165]
- article-paragraph: Θεσσαλονίκη 12 Αὐγούστου 1911. ΣΗΜ.—Ἡ παροῦσα θεωρηθήτω καὶ ὡς ἰδιαιτέρα πρόσκλησις.: [696, 1974, 908, 2042]
- news-paragraph: Ἡ Ἀγγλία ἐδήλωσεν ὅτι δύναται νὰ ὑποστηρίξῃ τὴν Τουρκίαν ἐν τῷ Κρητικῷ ζητήματι ἀπαιτοῦσα τὴν ἄμεσον καὶ ὁριστικὴν λύσιν αὐτοῦ, ὑπὸ τὸν ὅρον τοῦ νὰ λάβῃ ὡς ἀντάλλαγμα τὸ Κοβέϊτ.: [927, 620, 1348, 688]
- ad-line: Εὐρυτάτη τῆς Τουρκικῆς. Τρεῖς ἰδιαίτεροι καθηγηταὶ διὰ τὴν διδασκαλίαν αὐτῆς.: [927, 1819, 1326, 1850]
- article-title: ΔΙΠΛΩΜΑΤΙΚΑ: [696, 409, 908, 438]
- article-paragraph: Τὸ ἀτμόπλοιον «Θεσσαλονίκη» ὑπὸ τὸν πλοίαρχον Γ. Μητρόπουλον ἀναχωρεῖ ἐντεῦθεν τὴν προσεχῆ ἑβδομάδα ἑκάστην Δευτέραν κατ' εὐθεῖαν διὰ Πειραιᾶ. Δέχεται ἐπιβάτας καὶ ἐμπορεύματα δι' ὅλους τοὺς λιμένας τῆς Ἑλλάδος, Κρήτης καὶ Ἀλεξάνδρειαν.: [696, 2242, 908, 2414]
- article-paragraph: Στρατιωτικὴ ἀμαξοστοιχία ἐρχομένη προχθὲς εἰς Θεσ/νίκην διὰ τῆς γραμμῆς τῶν Ἀνατολικῶν σιδηροδρόμων ἐκρατήθη ἐν Κρίβολακ ἐπειδὴ συνέβη ἐν χολερικὸν κρούσμα ἐν αὐτῇ καθ' ὁδόν.: [248, 855, 446, 975]
- article-paragraph: —Ἀφίκετο ἐκ Δράμας ὁ ἐκ τῶν ἐγκρίτων ἐμπόρων τῆς πόλεως ταύτης κ. Δημοσθένης Χατζηνικολῆς.: [696, 1539, 908, 1607]
- news-headline: Η ΑΝΑΧΩΡΗΣΙΣ ΤΟΥ ΡΙΦΑΤ: [1013, 388, 1263, 410]
- article-paragraph: Χθὲς ὅμως τὸ ἑσπέρας οὐδεμία ἐγένετο ἀπολύμανσις εἰς τοὺς ἐκ τοῦ πρώτου Μοναστηρίου ἀφιχθέντας ταξειδιώτας.: [248, 2311, 446, 2396]
- article-paragraph: Τὸ Γενικὸν Προξενεῖον τῆς Γαλλίας ἐπελήφθη ἤδη διαπραγματεύσεων μετὰ τῆς Κυβερνήσεως διὰ τὸ ὡς ἀποζημιώσεις καταβληθησόμενον ποσόν.: [696, 783, 908, 886]
- news-paragraph: Ἀφίκετο ἐσπευσμένος ὁ ἐν Βιέννῃ πρεσβευτὴς Ρετήτ, δστις θὰ διορισθῇ πιθανώτατα ὑπουργὸς τῶν Ἐξωτερικῶν εἰς ἀντικατάστασιν τοῦ ἀποχωρήσαντος Ριφαὰτ πασᾶ.: [927, 327, 1348, 377]
- article-subtitle: ΥΠΟΠΤΟΝ ΚΡΟΥΣΜΑ: [250, 302, 445, 324]
- dateline: ΣΟΦΙΑ, 12 Αὐγούστου: [1063, 1208, 1213, 1223]
- article-paragraph: Ἀπὸ χθὲς αἱ ἐκ Μοναστηρίου προελεύσεις ὑπεβλήθησαν εἰς εἰκοσιτετράωρον ὑγειονομικὴν ἐπιτήρησιν εἰς Ὀστρόβη, συνορικὸν σταθμὸν μεταξὺ τοῦ βιλαετίου Θεσσαλονίκης καὶ Μοναστηρίου.: [248, 1886, 446, 2040]
- editor-label: ΥΠΕΥΘΥΝΟΣ: [90, 212, 170, 224]
- news-paragraph: Σήμερον ἀναχωρεῖ εἰς τὸ Λουτράκι ὁ Πρωθυπουργὸς κ. Βενιζέλος.: [927, 1068, 1348, 1101]
- article-title: ΦΟΝΟΙ: [465, 257, 677, 289]
- ad-line: Μέγαρον ἐν τῇ ἐξοχῇ παραλίου, ἡλιόλουστον μετὰ παραλίας περιοχῆς 17 χιλ. τετραγωνικῶν πήχεων.: [927, 1768, 1325, 1799]
- article-paragraph: Οὕτως ἀπηγορεύθη ἀμέσως ἡ κυκλοφορία ἐν τῇ περιοχῇ τοῦ λιμένος ταχθέντων στρατιωτικῶν φρουρῶν εἰς τὰς ἐξόδους.: [248, 1156, 446, 1241]
- column-1: [24, 41, 259, 2461]
- ad-address-label: Ταχυδρομικὴ Διεύθυνσις :: [31, 2410, 200, 2423]
- ad-line: Ἱκανὴ τῆς Ἀγγλικῆς καὶ Γερμανικῆς.: [938, 1853, 1171, 1868]
- school-advertisement: [927, 1590, 1357, 2224]
- title-spacer: [465, 41, 677, 145]
- article-paragraph: Ὡς γνωστόν, ὁ εἰρημένος εἶχε καταδικασθῇ εἰς πενταετῆ δεσμά. Ἐπὶ τῇ εὐκαιρίᾳ ὅμως τοῦ ἀνὰ τὴν Μακεδονίαν ταξειδίου τῆς Α. Μ. τοῦ Σουλτάνου ἡ ποινὴ του ἐλαφρυνθεῖσα εἶχε μετατραπῇ εἰς τὴν τῆς ἀπομακρύνσεως του ἀπὸ τὴν Εὐρωπαϊκὴν Τουρκίαν.: [465, 1433, 677, 1605]
- ad-paragraph: Τὰ λιπάσματα ἐγγυώμεθα πωλοῦνται μὲ ὁδηγίας διὰ κάθε καλλιέργειαν καὶ μὲ ἀναλύσεις τῶν χωμάτων.: [31, 2337, 229, 2405]
- article-paragraph: Ὁ κάλλιστος συμπολίτης μας κ. Γ. Συνδίκας ὅστις ἐσημείωσε ἐπαγγέλλεται τὸν κινηματογράφον ἐν Ὀδησσῷ τῆς Ρωσσίας παρεπιδημεῖ ἀπὸ τινων ἡμερῶν ἐν τῇ πόλει μας ἀφικόμενος ἐκεῖθεν δι' ἐμπορικὰς του ὑποθέσεις.: [696, 1325, 908, 1463]
- news-headline: Η ΑΠΕΛΕΥΘΕΡΩΣΙΣ ΤΟΥ ΡΙΧΤΕΡ: [990, 859, 1285, 882]
- article-paragraph: Ἀμέσως σπεύσαντες οἱ ἐπὶ τούτῳ τεταγμένοι δημαρχιακοὶ ὑπάλληλοι παρέλαβον καὶ ὡδήγησαν αὐτὸν εἰς τὸ τμῆμα τῶν χολεροβλήτων τοῦ στρατιωτικοῦ νοσοκομείου, τὸ δὲ ξενοδοχεῖον καὶ τὸ ὑπ' αὐτὸ ἑστιατόριον καὶ τὰ ἄλλα μικροπαγαζεῖα ἐκλείσθησαν καὶ ῥαντισθέντα δι' ἀσβέστου τῇ πρὸ αὐτῶν ὁδὸν, ἐτέθη φρουρὰ ἀστυνόμου.: [248, 499, 446, 739]
- article-subtitle: ΑΤΜΟΠΛΟΙΑΣ ΣΚΟΥΝΑΚΗ ΚΑΙ ΣΙΑΣ: [702, 2207, 902, 2238]
- ad-owner: ΑΘΑΝΑΣΙΟΥ ΚΩΝΣΤΑΝΤΙΝΙΔΟΥ: [976, 1693, 1300, 1715]
- section-title-line: ΑΝΑ ΤΗΝ ΠΟΛΙΝ: [248, 38, 411, 174]
- dateline: ΑΘΗΝΑΙ 13 Αὐγούστου, μεσονύκτιον: [1023, 1015, 1252, 1030]
